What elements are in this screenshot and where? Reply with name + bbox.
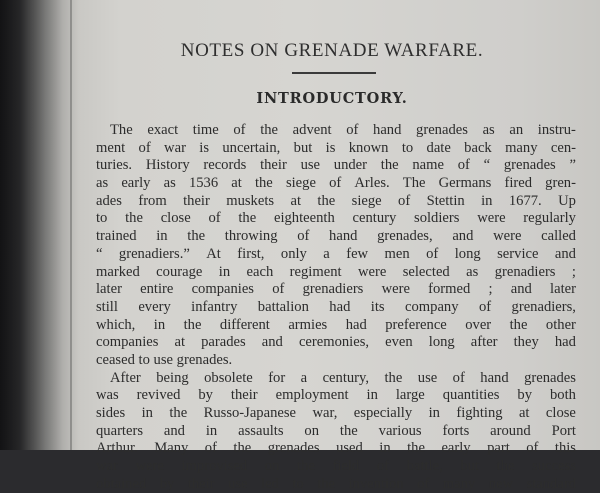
text-line: still every infantry battalion had its company of grenadiers, xyxy=(96,298,576,315)
text-line: to the close of the eighteenth century soldiers were regularly xyxy=(96,210,576,227)
text-line: ment of war is uncertain, but is known to date back many cen- xyxy=(96,139,576,156)
text-line: obtained by their use led to the invention of many new standard xyxy=(96,475,576,492)
text-line: ceased to use grenades. xyxy=(96,351,233,368)
body-text xyxy=(96,122,576,493)
section-heading: INTRODUCTORY. xyxy=(256,90,408,107)
document-title: NOTES ON GRENADE WARFARE. xyxy=(180,40,484,61)
text-line: later entire companies of grenadiers were formed ; and later xyxy=(96,281,576,298)
text-line: as early as 1536 at the siege of Arles. The Germans fired gren- xyxy=(96,175,576,192)
text-line: war were improvised on the field of battle, but the success xyxy=(96,458,576,475)
text-line: which, in the different armies had preference over the other xyxy=(96,316,576,333)
book-spine-shadow xyxy=(0,0,80,450)
text-line: turies. History records their use under the name of “ grenades ” xyxy=(96,157,576,174)
text-line: ades from their muskets at the siege of Stettin in 1677. Up xyxy=(96,192,576,209)
text-line: companies at parades and ceremonies, even long after they had xyxy=(96,334,576,351)
text-line: Arthur. Many of the grenades used in the early part of this xyxy=(96,440,576,457)
text-line: The exact time of the advent of hand grenades as an instru- xyxy=(110,122,576,138)
text-line: “ grenadiers.” At first, only a few men of long service and xyxy=(96,245,576,262)
book-page xyxy=(88,0,588,492)
title-rule xyxy=(292,72,376,74)
previous-page-edge xyxy=(70,0,72,450)
text-line: marked courage in each regiment were selected as grenadiers ; xyxy=(96,263,576,280)
text-line: was revived by their employment in large quantities by both xyxy=(96,387,576,404)
text-line: quarters and in assaults on the various forts around Port xyxy=(96,422,576,439)
text-line: sides in the Russo-Japanese war, especially in fighting at close xyxy=(96,405,576,421)
text-line: After being obsolete for a century, the use of hand grenades xyxy=(110,369,576,386)
text-line: trained in the throwing of hand grenades, and were called xyxy=(96,228,576,245)
